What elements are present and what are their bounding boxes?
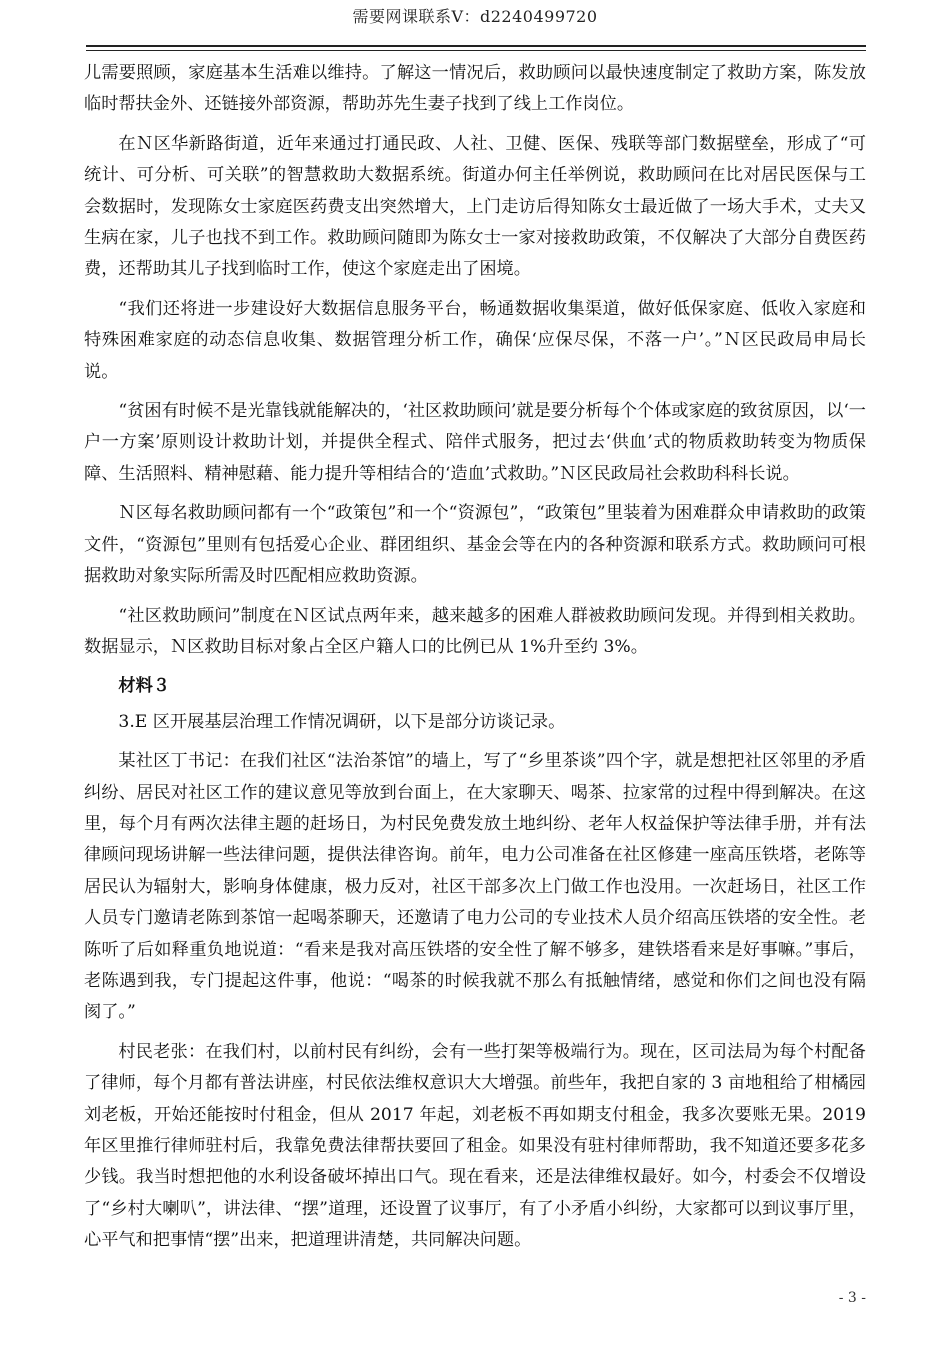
header-rule-thick (86, 45, 866, 47)
paragraph: 3.E 区开展基层治理工作情况调研，以下是部分访谈记录。 (118, 711, 566, 732)
paragraph: “贫困有时候不是光靠钱就能解决的，‘社区救助顾问’就是要分析每个个体或家庭的致贫原因，以‘一户一方案’原则设计救助计划，并提供全程式、陪伴式服务，把过去‘供血’式的物质救助转变为物质保障、生活照料、精神慰藉、能力提升等相结合的‘造血’式救助。”Ｎ区民政局社会救助科科长说。 (84, 401, 866, 484)
page-header: 需要网课联系V：d2240499720 (352, 7, 598, 26)
paragraph: “社区救助顾问”制度在Ｎ区试点两年来，越来越多的困难人群被救助顾问发现。并得到相关救助。数据显示，Ｎ区救助目标对象占全区户籍人口的比例已从 1%升至约 3%。 (84, 605, 866, 657)
paragraph: 在Ｎ区华新路街道，近年来通过打通民政、人社、卫健、医保、残联等部门数据壁垒，形成了“可统计、可分析、可关联”的智慧救助大数据系统。街道办何主任举例说，救助顾问在比对居民医保与工会数据时，发现陈女士家庭医药费支出突然增大，上门走访后得知陈女士最近做了一场大手术，丈夫又生病在家，儿子也找不到工作。救助顾问随即为陈女士一家对接救助政策，不仅解决了大部分自费医药费，还帮助其儿子找到临时工作，使这个家庭走出了困境。 (84, 133, 866, 280)
paragraph: “我们还将进一步建设好大数据信息服务平台，畅通数据收集渠道，做好低保家庭、低收入家庭和特殊困难家庭的动态信息收集、数据管理分析工作，确保‘应保尽保，不落一户’。”Ｎ区民政局申局长说。 (84, 298, 866, 382)
paragraph: 某社区丁书记：在我们社区“法治茶馆”的墙上，写了“乡里茶谈”四个字，就是想把社区邻里的矛盾纠纷、居民对社区工作的建议意见等放到台面上，在大家聊天、喝茶、拉家常的过程中得到解决。在这里，每个月有两次法律主题的赶场日，为村民免费发放土地纠纷、老年人权益保护等法律手册，并有法律顾问现场讲解一些法律问题，提供法律咨询。前年，电力公司准备在社区修建一座高压铁塔，老陈等居民认为辐射大，影响身体健康，极力反对，社区干部多次上门做工作也没用。一次赶场日，社区工作人员专门邀请老陈到茶馆一起喝茶聊天，还邀请了电力公司的专业技术人员介绍高压铁塔的安全性。老陈听了后如释重负地说道：“看来是我对高压铁塔的安全性了解不够多，建铁塔看来是好事嘛。”事后，老陈遇到我，专门提起这件事，他说：“喝茶的时候我就不那么有抵触情绪，感觉和你们之间也没有隔阂了。” (84, 751, 866, 1023)
paragraph: Ｎ区每名救助顾问都有一个“政策包”和一个“资源包”，“政策包”里装着为困难群众申请救助的政策文件，“资源包”里则有包括爱心企业、群团组织、基金会等在内的各种资源和联系方式。救助顾问可根据救助对象实际所需及时匹配相应救助资源。 (84, 503, 866, 587)
header-rule-thin (86, 50, 866, 51)
section-heading: 材料３ (118, 676, 170, 697)
page-number: - 3 - (838, 1290, 866, 1306)
paragraph: 儿需要照顾，家庭基本生活难以维持。了解这一情况后，救助顾问以最快速度制定了救助方案，陈发放临时帮扶金外、还链接外部资源，帮助苏先生妻子找到了线上工作岗位。 (84, 63, 866, 115)
document-body (84, 58, 866, 1265)
paragraph: 村民老张：在我们村，以前村民有纠纷，会有一些打架等极端行为。现在，区司法局为每个村配备了律师，每个月都有普法讲座，村民依法维权意识大大增强。前些年，我把自家的 3 亩地租给了柑橘园刘老板，开始还能按时付租金，但从 2017 年起，刘老板不再如期支付租金，我多次要账无果。2019 年区里推行律师驻村后，我靠免费法律帮扶要回了租金。如果没有驻村律师帮助，我不知道还要多花多少钱。我当时想把他的水利设备破坏掉出口气。现在看来，还是法律维权最好。如今，村委会不仅增设了“乡村大喇叭”，讲法律、“摆”道理，还设置了议事厅，有了小矛盾小纠纷，大家都可以到议事厅里，心平气和把事情“摆”出来，把道理讲清楚，共同解决问题。 (84, 1041, 866, 1251)
